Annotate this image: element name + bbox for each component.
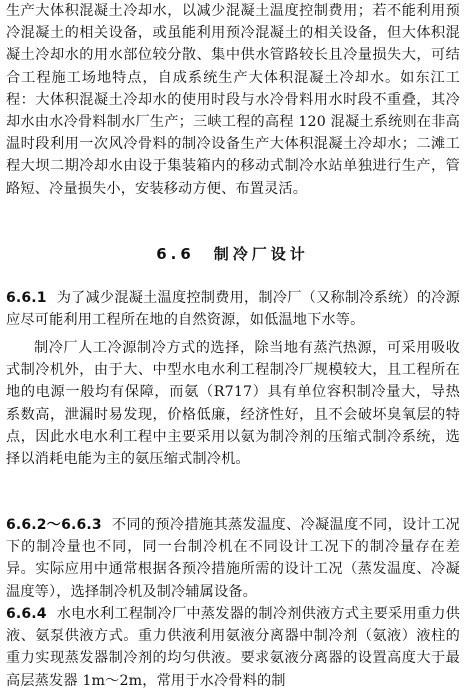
clause-6-6-4-text: 水电水利工程制冷厂中蒸发器的制冷剂供液方式主要采用重力供液、氨泵供液方式。重力供液利用氨液分离器中制冷剂（氨液）液柱的重力实现蒸发器制冷剂的均匀供液。要求氨液分离器的设置高度大于最高层蒸发器 1m～2m，常用于水冷骨料的制	[6, 606, 460, 689]
clause-6-6-1	[6, 287, 460, 331]
clause-6-6-1-text: 为了减少混凝土温度控制费用，制冷厂（又称制冷系统）的冷源应尽可能利用工程所在地的自然资源，如低温地下水等。	[6, 290, 460, 329]
clause-6-6-1-paragraph-2-text: 制冷厂人工冷源制冷方式的选择，除当地有蒸汽热源，可采用吸收式制冷机外，由于大、中型水电水利工程制冷厂规模较大，且工程所在地的电源一般均有保障，而氨（R717）具有单位容积制冷量大，导热系数高，泄漏时易发现，价格低廉，经济性好，且不会破坏臭氧层的特点，因此水电水利工程中主要采用以氨为制冷剂的压缩式制冷系统，选择以消耗电能为主的氨压缩式制冷机。	[6, 340, 460, 468]
intro-paragraph	[6, 0, 460, 200]
clause-6-6-4-number: 6.6.4	[6, 606, 47, 622]
clause-6-6-1-paragraph-2	[6, 337, 460, 470]
clause-6-6-2-3-number: 6.6.2～6.6.3	[6, 517, 102, 533]
clause-6-6-1-number: 6.6.1	[6, 290, 47, 306]
section-title: 6.6 制冷厂设计	[156, 245, 309, 263]
clause-6-6-2-3-text: 不同的预冷措施其蒸发温度、冷凝温度不同，设计工况下的制冷量也不同，同一台制冷机在不同设计工况下的制冷量存在差异。实际应用中通常根据各预冷措施所需的设计工况（蒸发温度、冷凝温度等），选择制冷机及制冷辅属设备。	[6, 517, 460, 600]
intro-paragraph-text: 生产大体积混凝土冷却水，以减少混凝土温度控制费用；若不能利用预冷混凝土的相关设备，或虽能利用预冷混凝土的相关设备，但大体积混凝土冷却水的用水部位较分散、集中供水管路较长且冷量损失大，可结合工程施工场地特点，自成系统生产大体积混凝土冷却水。如东江工程：大体积混凝土冷却水的使用时段与水冷骨料用水时段不重叠，其冷却水由水冷骨料制水厂生产；三峡工程的高程 120 混凝土系统则在非高温时段利用一次风冷骨料的制冷设备生产大体积混凝土冷却水；二滩工程大坝二期冷却水由设于集装箱内的移动式制冷水站单独进行生产，管路短、冷量损失小，安装移动方便、布置灵活。	[6, 3, 460, 197]
clause-6-6-4	[6, 603, 460, 692]
clause-6-6-2-3	[6, 514, 460, 603]
